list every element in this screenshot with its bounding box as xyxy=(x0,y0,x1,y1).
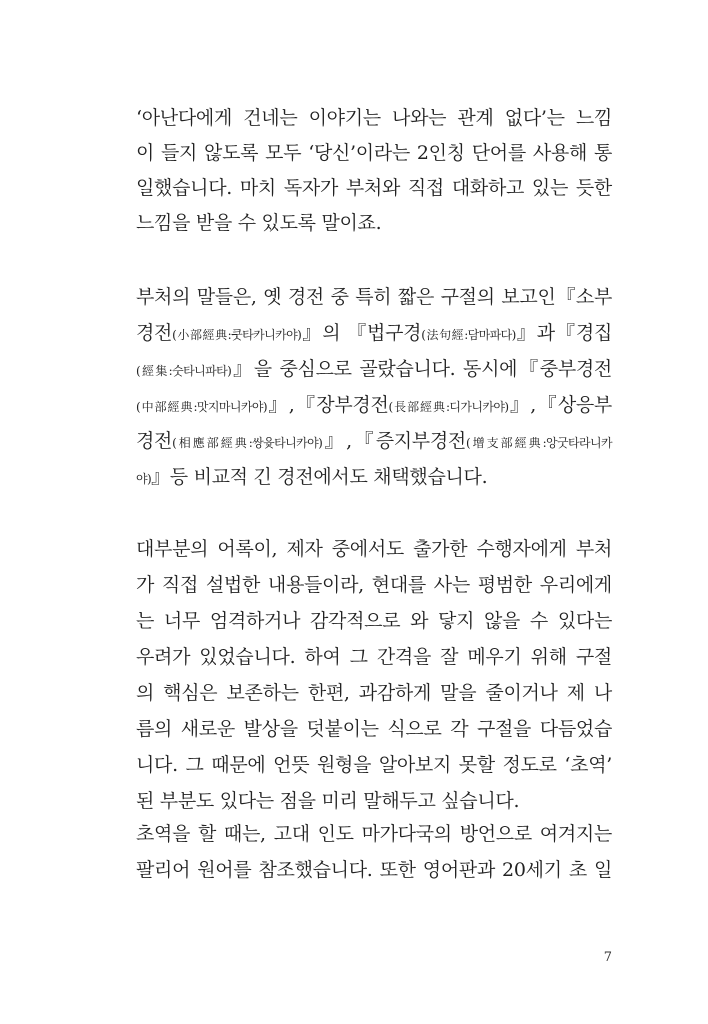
line-text: 』과『경집 xyxy=(515,322,613,344)
text-line xyxy=(136,714,612,744)
text-line xyxy=(136,390,612,420)
text-line xyxy=(136,642,612,672)
line-text: 』등 비교적 긴 경전에서도 채택했습니다. xyxy=(151,466,488,488)
text-line xyxy=(136,855,612,885)
text-line xyxy=(136,786,612,816)
text-line xyxy=(136,534,612,564)
line-text: 』의 『법구경 xyxy=(301,322,422,344)
sutra-annotation: (相應部經典:쌍윳타니카야) xyxy=(172,436,323,450)
sutra-annotation: (增支部經典:앙굿타라니카 xyxy=(465,436,612,450)
text-line xyxy=(136,318,612,348)
text-line xyxy=(136,354,612,384)
text-line xyxy=(136,103,612,133)
text-line xyxy=(136,570,612,600)
line-text: ‘아난다에게 건네는 이야기는 나와는 관계 없다’는 느낌 xyxy=(136,107,612,129)
line-text: 경전 xyxy=(136,322,173,344)
line-text: 우려가 있었습니다. 하여 그 간격을 잘 메우기 위해 구절 xyxy=(136,646,612,668)
line-text: 』,『상응부 xyxy=(508,394,612,416)
line-text: 』,『장부경전 xyxy=(266,394,389,416)
text-line xyxy=(136,678,612,708)
line-text: 가 직접 설법한 내용들이라, 현대를 사는 평범한 우리에게 xyxy=(136,574,612,596)
line-text: 일했습니다. 마치 독자가 부처와 직접 대화하고 있는 듯한 xyxy=(136,177,612,199)
line-text: 』,『증지부경전 xyxy=(322,430,466,452)
line-text: 이 들지 않도록 모두 ‘당신’이라는 2인칭 단어를 사용해 통 xyxy=(136,142,612,164)
text-line xyxy=(136,750,612,780)
text-line xyxy=(136,138,612,168)
sutra-annotation: (經集:숫타니파타) xyxy=(136,364,232,378)
text-line xyxy=(136,606,612,636)
line-text: 』을 중심으로 골랐습니다. 동시에『중부경전 xyxy=(231,358,612,380)
text-line xyxy=(136,173,612,203)
sutra-annotation: (法句經:담마파다) xyxy=(421,328,516,342)
text-line xyxy=(136,208,612,238)
line-text: 의 핵심은 보존하는 한편, 과감하게 말을 줄이거나 제 나 xyxy=(136,682,612,704)
line-text: 는 너무 엄격하거나 감각적으로 와 닿지 않을 수 있다는 xyxy=(136,610,612,632)
line-text: 된 부분도 있다는 점을 미리 말해두고 싶습니다. xyxy=(136,790,520,812)
text-line xyxy=(136,426,612,456)
line-text: 니다. 그 때문에 언뜻 원형을 알아보지 못할 정도로 ‘초역’ xyxy=(136,754,612,776)
line-text: 느낌을 받을 수 있도록 말이죠. xyxy=(136,212,382,234)
page-number: 7 xyxy=(603,950,612,965)
line-text: 부처의 말들은, 옛 경전 중 특히 짧은 구절의 보고인『소부 xyxy=(136,286,612,308)
text-line xyxy=(136,462,612,492)
text-line xyxy=(136,819,612,849)
sutra-annotation: (長部經典:디가니카야) xyxy=(388,400,509,414)
sutra-annotation: (中部經典:맛지마니카야) xyxy=(136,400,267,414)
sutra-annotation: (小部經典:쿳타카니카야) xyxy=(172,328,302,342)
line-text: 대부분의 어록이, 제자 중에서도 출가한 수행자에게 부처 xyxy=(136,538,612,560)
sutra-annotation: 야) xyxy=(136,472,152,486)
line-text: 초역을 할 때는, 고대 인도 마가다국의 방언으로 여겨지는 xyxy=(136,823,612,845)
line-text: 름의 새로운 발상을 덧붙이는 식으로 각 구절을 다듬었습 xyxy=(136,718,612,740)
text-line xyxy=(136,282,612,312)
line-text: 팔리어 원어를 참조했습니다. 또한 영어판과 20세기 초 일 xyxy=(136,859,612,881)
line-text: 경전 xyxy=(136,430,173,452)
